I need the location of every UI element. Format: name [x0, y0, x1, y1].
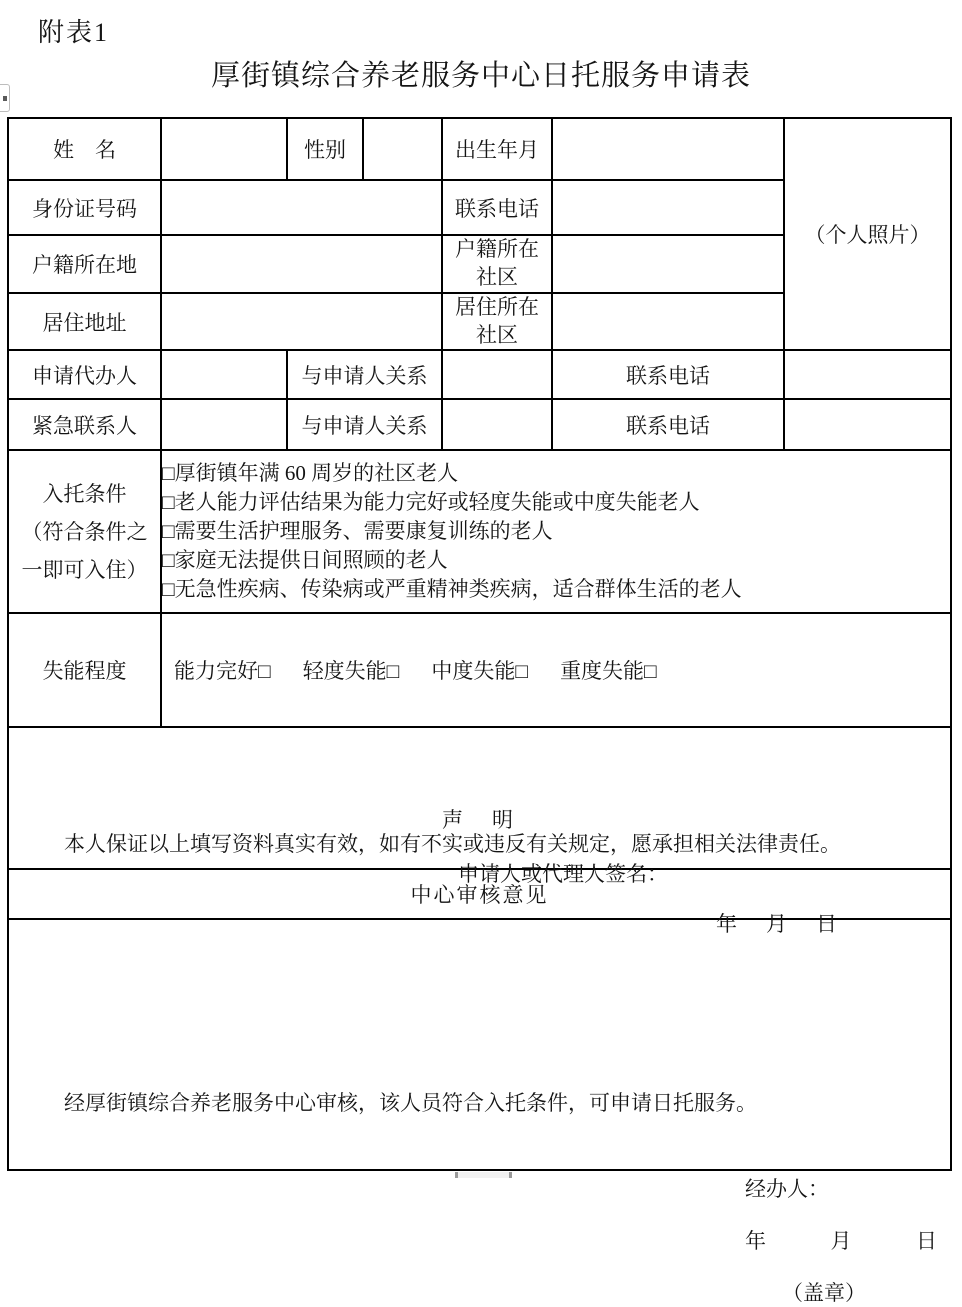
left-edge-handle[interactable]: [0, 84, 10, 112]
contact-phone-label: 联系电话: [442, 180, 552, 235]
declaration-date[interactable]: [716, 908, 837, 938]
household-community-label: [442, 235, 552, 293]
declaration-date-month: 月: [766, 912, 787, 937]
conditions-label-line2: （符合条件之: [21, 519, 148, 544]
admission-conditions-label: [8, 450, 161, 613]
disability-option-moderate[interactable]: 中度失能□: [431, 659, 529, 684]
condition-checkbox-item-4[interactable]: □家庭无法提供日间照顾的老人: [162, 548, 448, 573]
household-community-line2: 社区: [476, 265, 518, 289]
condition-checkbox-item-2[interactable]: □老人能力评估结果为能力完好或轻度失能或中度失能老人: [162, 490, 700, 515]
gender-input-cell[interactable]: [363, 118, 442, 180]
agent-phone-label: 联系电话: [552, 350, 784, 399]
row-declaration: [8, 727, 951, 869]
household-community-line1: 户籍所在: [455, 237, 539, 262]
emergency-phone-label: 联系电话: [552, 399, 784, 450]
declaration-body: 本人保证以上填写资料真实有效，如有不实或违反有关规定，愿承担相关法律责任。: [64, 832, 841, 857]
name-input-cell[interactable]: [161, 118, 287, 180]
disability-option-mild[interactable]: 轻度失能□: [302, 659, 400, 684]
application-form-table: [7, 117, 952, 1305]
address-label: 居住地址: [8, 293, 161, 350]
disability-option-severe[interactable]: 重度失能□: [560, 659, 657, 684]
residence-community-input-cell[interactable]: [552, 293, 784, 350]
annex-label: 附表1: [38, 18, 110, 47]
emergency-name-input-cell[interactable]: [161, 399, 287, 450]
household-input-cell[interactable]: [161, 235, 442, 293]
address-input-cell[interactable]: [161, 293, 442, 350]
review-date-year: 年: [745, 1228, 766, 1253]
agent-relation-label: 与申请人关系: [287, 350, 442, 399]
horizontal-scrollbar-thumb[interactable]: [455, 1172, 512, 1178]
birthdate-label: 出生年月: [442, 118, 552, 180]
admission-conditions-list: [161, 450, 951, 613]
row-conditions: [8, 450, 951, 613]
disability-level-label: 失能程度: [8, 613, 161, 727]
page-title: 厚街镇综合养老服务中心日托服务申请表: [210, 60, 751, 92]
agent-phone-input-cell[interactable]: [784, 350, 951, 399]
review-body: 经厚街镇综合养老服务中心审核，该人员符合入托条件，可申请日托服务。: [64, 1090, 757, 1115]
row-disability: [8, 613, 951, 727]
operator-label[interactable]: 经办人：: [745, 1176, 829, 1201]
household-community-input-cell[interactable]: [552, 235, 784, 293]
seal-label: （盖章）: [782, 1280, 866, 1305]
id-number-input-cell[interactable]: [161, 180, 442, 235]
review-date-month: 月: [830, 1228, 852, 1253]
name-label: 姓 名: [8, 118, 161, 180]
emergency-relation-label: 与申请人关系: [287, 399, 442, 450]
household-label: 户籍所在地: [8, 235, 161, 293]
review-date[interactable]: [745, 1225, 937, 1255]
row-name: [8, 118, 951, 180]
handle-glyph-icon: [3, 96, 7, 101]
photo-placeholder-cell[interactable]: （个人照片）: [784, 118, 951, 350]
agent-relation-input-cell[interactable]: [442, 350, 552, 399]
declaration-date-year: 年: [716, 912, 737, 937]
agent-name-input-cell[interactable]: [161, 350, 287, 399]
review-date-day: 日: [916, 1228, 937, 1253]
declaration-title: 声 明: [442, 808, 517, 833]
conditions-label-line1: 入托条件: [42, 481, 127, 506]
row-emergency: [8, 399, 951, 450]
residence-community-line2: 社区: [476, 322, 518, 347]
agent-label: 申请代办人: [8, 350, 161, 399]
residence-community-line1: 居住所在: [455, 295, 539, 319]
id-number-label: 身份证号码: [8, 180, 161, 235]
condition-checkbox-item-3[interactable]: □需要生活护理服务、需要康复训练的老人: [162, 519, 553, 544]
conditions-label-line3: 一即可入住）: [21, 557, 148, 582]
emergency-relation-input-cell[interactable]: [442, 399, 552, 450]
condition-checkbox-item-5[interactable]: □无急性疾病、传染病或严重精神类疾病，适合群体生活的老人: [162, 577, 742, 602]
disability-options-cell: [161, 613, 951, 727]
condition-checkbox-item-1[interactable]: □厚街镇年满 60 周岁的社区老人: [162, 461, 459, 486]
declaration-date-day: 日: [816, 912, 837, 937]
review-cell: [8, 919, 951, 1305]
review-header: 中心审核意见: [8, 869, 951, 919]
disability-option-intact[interactable]: 能力完好□: [174, 659, 271, 684]
row-review-body: [8, 919, 951, 1170]
birthdate-input-cell[interactable]: [552, 118, 784, 180]
residence-community-label: [442, 293, 552, 350]
signature-label[interactable]: 申请人或代理人签名：: [458, 862, 668, 887]
contact-phone-input-cell[interactable]: [552, 180, 784, 235]
scrollbar-tick-right-icon: [509, 1172, 512, 1178]
gender-label: 性别: [287, 118, 363, 180]
emergency-label: 紧急联系人: [8, 399, 161, 450]
scrollbar-tick-left-icon: [455, 1172, 458, 1178]
row-agent: [8, 350, 951, 399]
emergency-phone-input-cell[interactable]: [784, 399, 951, 450]
